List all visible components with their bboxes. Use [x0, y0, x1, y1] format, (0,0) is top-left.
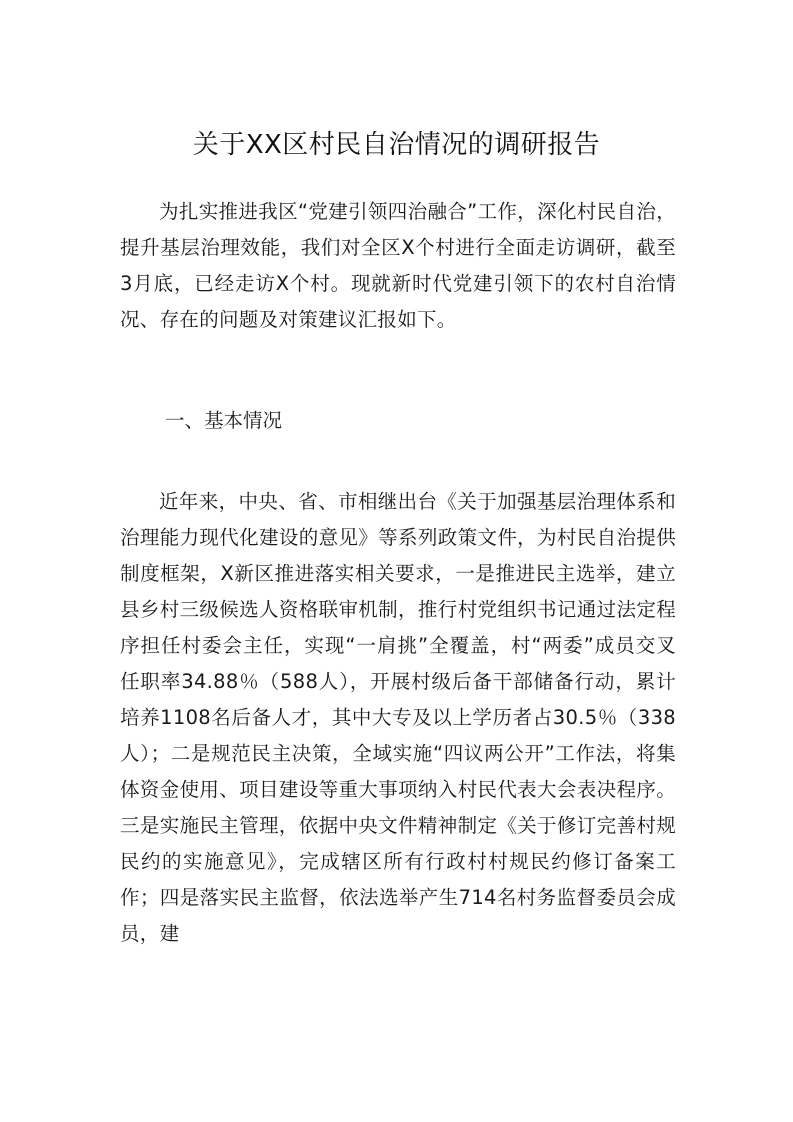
document-title: 关于XX区村民自治情况的调研报告 [192, 130, 601, 160]
intro-paragraph: 为扎实推进我区“党建引领四治融合”工作，深化村民自治，提升基层治理效能，我们对全区X个村进行全面走访调研，截至3月底，已经走访X个村。现就新时代党建引领下的农村自治情况、存在的问题及对策建议汇报如下。 [120, 200, 676, 331]
basic-situation-paragraph: 近年来，中央、省、市相继出台《关于加强基层治理体系和治理能力现代化建设的意见》等系列政策文件，为村民自治提供制度框架，X新区推进落实相关要求，一是推进民主选举，建立县乡村三级候选人资格联审机制，推行村党组织书记通过法定程序担任村委会主任，实现“一肩挑”全覆盖，村“两委”成员交叉任职率34.88％（588人），开展村级后备干部储备行动，累计培养1108名后备人才，其中大专及以上学历者占30.5％（338人）；二是规范民主决策，全域实施“四议两公开”工作法，将集体资金使用、项目建设等重大事项纳入村民代表大会表决程序。三是实施民主管理，依据中央文件精神制定《关于修订完善村规民约的实施意见》，完成辖区所有行政村村规民约修订备案工作；四是落实民主监督，依法选举产生714名村务监督委员会成员，建 [120, 490, 676, 945]
section-heading-basic-situation: 一、基本情况 [165, 409, 283, 432]
